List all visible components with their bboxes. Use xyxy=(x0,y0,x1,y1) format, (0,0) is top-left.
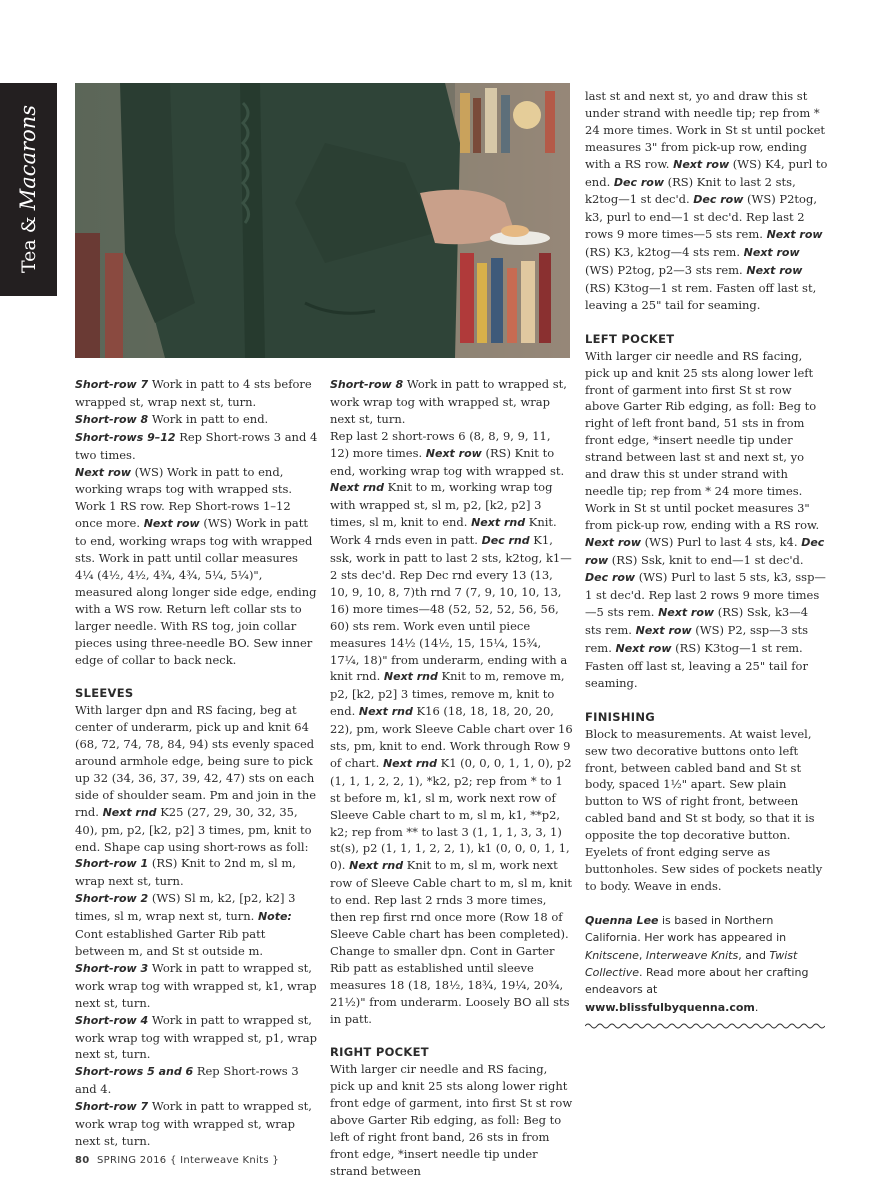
text-column-2 xyxy=(330,376,573,1180)
magazine-label: { Interweave Knits } xyxy=(169,1155,280,1166)
paragraph: Short-row 8 Work in patt to end. xyxy=(75,411,269,426)
paragraph: With larger cir needle and RS facing, pick up and knit 25 sts along lower left front of garment into first St st row above Garter Rib edging, as foll: Beg to right of left front band, 51 sts in from front edge, *insert needle tip under strand between last st and next st, yo and draw this st under strand with needle tip; rep from * 24 more times. Work in St st until pocket measures 3" from pick-up row, ending with a RS row. Next row (WS) Purl to last 4 sts, k4. Dec row (RS) Ssk, knit to end—1 st dec'd. Dec row (WS) Purl to last 5 sts, k3, ssp—1 st dec'd. Rep last 2 rows 9 more times—5 sts rem. Next row (RS) Ssk, k3—4 sts rem. Next row (WS) P2, ssp—3 sts rem. Next row (RS) K3tog—1 st rem. Fasten off last st, leaving a 25" tail for seaming. xyxy=(585,348,826,690)
section-heading-sleeves: SLEEVES xyxy=(75,686,134,701)
issue-label: SPRING 2016 xyxy=(97,1155,167,1166)
paragraph: Short-rows 9–12 Rep Short-rows 3 and 4 two times. xyxy=(75,429,318,462)
section-tab xyxy=(0,83,57,296)
sweater-photo xyxy=(75,83,570,358)
page-number: 80 xyxy=(75,1155,90,1166)
paragraph: last st and next st, yo and draw this st under strand with needle tip; rep from * 24 more times. Work in St st until pocket measures 3" from pick-up row, ending with a RS row. Next row (WS) K4, purl to end. Dec row (RS) Knit to last 2 sts, k2tog—1 st dec'd. Dec row (WS) P2tog, k3, purl to end—1 st dec'd. Rep last 2 rows 9 more times—5 sts rem. Next row (RS) K3, k2tog—4 sts rem. Next row (WS) P2tog, p2—3 sts rem. Next row (RS) K3tog—1 st rem. Fasten off last st, leaving a 25" tail for seaming. xyxy=(585,89,828,312)
paragraph: Rep last 2 short-rows 6 (8, 8, 9, 9, 11, 12) more times. Next row (RS) Knit to end, working wrap tog with wrapped st. Next rnd Knit to m, working wrap tog with wrapped st, sl m, p2, [k2, p2] 3 times, sl m, knit to end. Next rnd Knit. Work 4 rnds even in patt. Dec rnd K1, ssk, work in patt to last 2 sts, k2tog, k1—2 sts dec'd. Rep Dec rnd every 13 (13, 10, 9, 10, 8, 7)th rnd 7 (7, 9, 10, 10, 13, 16) more times—48 (52, 52, 52, 56, 56, 60) sts rem. Work even until piece measures 14½ (14½, 15, 15¼, 15¾, 17¼, 18)" from underarm, ending with a knit rnd. Next rnd Knit to m, remove m, p2, [k2, p2] 3 times, remove m, knit to end. Next rnd K16 (18, 18, 18, 20, 20, 22), pm, work Sleeve Cable chart over 16 sts, pm, knit to end. Work through Row 9 of chart. Next rnd K1 (0, 0, 0, 1, 1, 0), p2 (1, 1, 1, 2, 2, 1), *k2, p2; rep from * to 1 st before m, k1, sl m, work next row of Sleeve Cable chart to m, sl m, k1, **p2, k2; rep from ** to last 3 (1, 1, 1, 3, 3, 1) st(s), p2 (1, 1, 1, 2, 2, 1), k1 (0, 0, 0, 1, 1, 0). Next rnd Knit to m, sl m, work next row of Sleeve Cable chart to m, sl m, knit to end. Rep last 2 rnds 3 more times, then rep first rnd once more (Row 18 of Sleeve Cable chart has been completed). Change to smaller dpn. Cont in Garter Rib patt as established until sleeve measures 18 (18, 18½, 18¾, 19¼, 20¾, 21½)" from underarm. Loosely BO all sts in patt. xyxy=(330,428,573,1026)
paragraph: Short-row 4 Work in patt to wrapped st, work wrap tog with wrapped st, p1, wrap next st, turn. xyxy=(75,1012,317,1062)
page-footer xyxy=(75,1155,279,1166)
paragraph: With larger cir needle and RS facing, pick up and knit 25 sts along lower right front edge of garment, into first St st row above Garter Rib edging, as foll: Beg to left of right front band, 26 sts in from front edge, *insert needle tip under strand between xyxy=(330,1062,573,1178)
paragraph: Short-row 8 Work in patt to wrapped st, work wrap tog with wrapped st, wrap next st, turn. xyxy=(330,377,567,426)
paragraph: Short-row 1 (RS) Knit to 2nd m, sl m, wrap next st, turn. xyxy=(75,856,296,889)
paragraph: Short-row 3 Work in patt to wrapped st, work wrap tog with wrapped st, k1, wrap next st, turn. xyxy=(75,960,317,1010)
paragraph: Short-row 7 Work in patt to wrapped st, work wrap tog with wrapped st, wrap next st, turn. xyxy=(75,1099,312,1148)
text-column-1 xyxy=(75,376,318,1150)
paragraph: Short-row 2 (WS) Sl m, k2, [p2, k2] 3 times, sl m, wrap next st, turn. Note: Cont established Garter Rib patt between m, and St st outside m. xyxy=(75,891,296,958)
designer-bio: Quenna Lee is based in Northern California. Her work has appeared in Knitscene, Interweave Knits, and Twist Collective. Read more about her crafting endeavors at www.blissfulbyquenna.com. xyxy=(585,913,809,1014)
section-heading-finishing: FINISHING xyxy=(585,709,655,724)
section-heading-right-pocket: RIGHT POCKET xyxy=(330,1045,429,1060)
text-column-3 xyxy=(585,88,828,1035)
section-heading-left-pocket: LEFT POCKET xyxy=(585,331,675,346)
designer-website-link[interactable]: www.blissfulbyquenna.com xyxy=(585,1000,755,1014)
paragraph: Block to measurements. At waist level, sew two decorative buttons onto left front, between cabled band and St st body, spaced 1½" apart. Sew plain button to WS of right front, between cabled band and St st body, so that it is opposite the top decorative button. Eyelets of front edging serve as buttonholes. Sew sides of pockets neatly to body. Weave in ends. xyxy=(585,726,823,893)
decorative-wave-divider xyxy=(585,1022,825,1030)
paragraph: Short-row 7 Work in patt to 4 sts before wrapped st, wrap next st, turn. xyxy=(75,377,312,409)
paragraph: Short-rows 5 and 6 Rep Short-rows 3 and 4. xyxy=(75,1064,299,1097)
section-tab-label: Tea & Macarons xyxy=(16,104,40,274)
paragraph: With larger dpn and RS facing, beg at center of underarm, pick up and knit 64 (68, 72, 74, 78, 84, 94) sts evenly spaced around armhole edge, being sure to pick up 32 (34, 36, 37, 39, 42, 47) sts on each side of shoulder seam. Pm and join in the rnd. Next rnd K25 (27, 29, 30, 32, 35, 40), pm, p2, [k2, p2] 3 times, pm, knit to end. Shape cap using short-rows as foll: xyxy=(75,703,317,854)
paragraph: Next row (WS) Work in patt to end, working wraps tog with wrapped sts. Work 1 RS row. Rep Short-rows 1–12 once more. Next row (WS) Work in patt to end, working wraps tog with wrapped sts. Work in patt until collar measures 4¼ (4½, 4½, 4¾, 4¾, 5¼, 5¼)", measured along longer side edge, ending with a WS row. Return left collar sts to larger needle. With RS tog, join collar pieces using three-needle BO. Sew inner edge of collar to back neck. xyxy=(75,464,317,667)
